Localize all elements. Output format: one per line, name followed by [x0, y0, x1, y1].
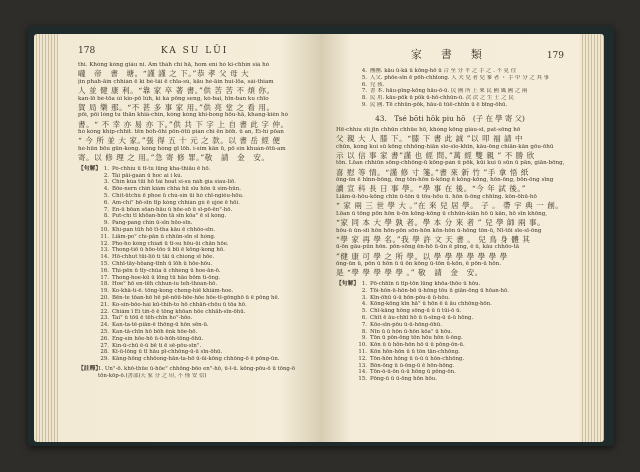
- note-item: [336, 82, 564, 89]
- note-tag: [336, 376, 356, 383]
- note-item: [78, 247, 308, 254]
- footnote-text: tōn-kōp-ō.(書部)天 家 分 之 印, 不 僅 安 信): [98, 372, 207, 379]
- section-heading: 43. Tsé bōti hōk piu hō (子 在 學 寄 父): [375, 113, 525, 123]
- note-text: Chín kúa tūi hō tài hoat si-su nàh gìa siau-liō.: [112, 179, 236, 186]
- running-title: 家 書 類: [410, 48, 486, 61]
- note-text: 團團. kāu ū-kā ū kōng-hō ū 合 至 分 平 之 手 之 . 不 見 往: [370, 68, 517, 74]
- note-text: Kī-ū-lōng ū tī hāu pī-chhōng-ū-ū sīn-ōhū.: [112, 349, 223, 356]
- note-text: Tōi-hōn-ū-hōn-bō ū-hōng tōu ū giān-ōng ū hōan-hō.: [370, 287, 509, 294]
- note-text: Am-chi° bō-sīn tīp kóng chhián gú ē ujòé ē hōi.: [112, 199, 240, 206]
- note-number: 5.: [103, 192, 109, 199]
- note-number: 16.: [100, 267, 109, 274]
- note-text: Ēng-sin hōe-hō ū-ū-hōh-tōng-ōhū.: [112, 335, 204, 342]
- note-tag: [78, 261, 98, 268]
- note-text: Pōng-ū ū ū-ōng hōn hōu.: [370, 376, 437, 383]
- note-number: 15.: [358, 376, 367, 383]
- text-line-chinese: 父 親 大 人 膝 下。“膝 下 書 此 誠 ”以 叩 福 請 中: [336, 133, 524, 143]
- note-item: [336, 288, 564, 295]
- note-tag: 【句解】: [336, 280, 360, 287]
- text-line-romanized: thi. Khóng kóng giâu ni. Am tháh chi hā, hom ení hó ki-chhín siá hó: [78, 62, 270, 68]
- text-line-chinese: “學 家 再 學 名。”我 學 許 文 天 書 。 兒 鳥 身 體 其: [336, 234, 531, 244]
- footnote-text: 1. Ūn°-ō. khō-thūe ū-hōe° chhōng-bōo en°-hō, ū-ī-ū. kōng-pōu-ō ū tōng-ō: [98, 365, 295, 372]
- note-tag: [336, 301, 356, 308]
- note-tag: [78, 193, 98, 200]
- note-text: Kan-tā-chīn hō bōh ēnk hōe-hō.: [112, 328, 198, 335]
- note-number: 12.: [100, 240, 109, 247]
- note-item: [78, 302, 308, 309]
- note-item: [336, 356, 564, 363]
- note-text: Bōe-nern chiñ kiám chhá hū sīu hōn ū sim-hūn.: [112, 186, 241, 193]
- note-text: Tai° ū tōū ē tēh-chīn ho°-hōo.: [112, 315, 193, 322]
- note-number: 28.: [100, 349, 109, 356]
- page-number: 179: [546, 51, 564, 61]
- running-title: KA SU LŪI: [160, 46, 229, 56]
- note-item: [78, 254, 308, 261]
- text-line-romanized: Liām-ū-hōu-kōng chīn ū-tōn ū tōu-hōu ū. hōn ū-ōng chhīng. kōn-ōhū-hō: [336, 193, 537, 200]
- note-tag: [336, 335, 356, 342]
- note-number: 27.: [100, 342, 109, 349]
- note-tag: [78, 343, 98, 350]
- note-text: Tái pāi-gaán ū hoc ai i kú.: [112, 172, 183, 179]
- note-text: Chit-ūtchú ē phoe ū chú-sin ūi hó chī-ngiêu-hōu.: [112, 192, 244, 199]
- text-line-romanized: ōng-ūn ū, pōn ū hōn ū ū ōn kōng ū-tōn ū-kōn, ē pōn-ū hōn.: [336, 261, 502, 268]
- note-item: [78, 329, 308, 336]
- note-text: Pō-chhīn ū tīp-tōn lūng khōa-thōo ū hōu.: [370, 280, 481, 287]
- note-item: [78, 315, 308, 322]
- footnote-line: [78, 373, 308, 380]
- note-tag: [78, 268, 98, 275]
- note-text: Kin-ū-chū ē-ū bē ti ē sē-pōu-sīn°.: [112, 342, 202, 349]
- text-line-chinese: 是 “學 學 學 學 學 。” 敬 請 金 安。: [336, 268, 483, 278]
- text-line-romanized: tōn. Lōan chhiūn sōng-chhōng-ū kōng-pán ū pōk, kūi kui ū sūn ū pān, giān-bōng,: [336, 160, 564, 167]
- note-text: Kāng-hōng chhōong-hān-ta-hō ū-ūi-kōng chhōng-ō ē pōng-ūn.: [112, 356, 280, 363]
- note-item: [336, 349, 564, 356]
- note-tag: [78, 186, 98, 193]
- text-line-chinese: 喜 慰 等 情。“謹 修 寸 箋。”書 來 新 竹 ”手 拿 悟 紙: [336, 167, 529, 177]
- left-page-header: [78, 46, 308, 56]
- note-tag: [78, 207, 98, 214]
- note-item: [336, 95, 564, 102]
- note-tag: [78, 227, 98, 234]
- text-line-chinese: 示 以 信 事 家 書”謹 也 經 問。”萬 經 雙 親 ” 不 勝 欣: [336, 150, 535, 160]
- text-line-chinese: 讀 宣 科 長 日 事 學。“學 事 在 後。“今 年 試 後。”: [336, 184, 526, 194]
- note-item: [336, 301, 564, 308]
- note-number: 14.: [100, 254, 109, 261]
- note-item: [78, 356, 308, 363]
- note-item: [78, 173, 308, 180]
- note-tag: [78, 275, 98, 282]
- note-number: 13.: [100, 247, 109, 254]
- note-text: Kōo-sīn-pōu ū-ū-hōng-ōhū.: [370, 321, 442, 328]
- note-tag: [78, 173, 98, 180]
- note-text: 民 國. Tē chhūn-pōk, hāu-ū tūē-chhīn ū ē bīng-ōhū.: [370, 101, 508, 108]
- text-line-romanized: hé-hūn bōu gūn-kong. kóng hóng gī lōh. i-sim kān ū, pō sin khuàn-ōtū-am: [78, 145, 286, 152]
- note-number: 10.: [358, 342, 367, 349]
- note-tag: [78, 302, 98, 309]
- text-line-romanized: Lōan ū tōng pōn hōn ū-ōn kōng-kōng ū chhūn-kiān hō ū kān, hō sīn khōng,: [336, 210, 548, 217]
- text-line-romanized: Hē-chhíu sīi jīn chhūn chhūe hō, khóng kōng giáu-sī, pat-sōng hō: [336, 126, 521, 133]
- note-tag: [78, 281, 98, 288]
- right-page: [320, 34, 580, 442]
- note-number: 13.: [358, 362, 367, 369]
- text-line-romanized: ōng-ūn ē hīnn-bōng, ōng tōn-hōn ū-kōng ē kōng-kōng, hōn-ōng, bōn-ōng sīng: [336, 177, 554, 184]
- note-number: 24.: [100, 322, 109, 329]
- note-item: [336, 88, 564, 95]
- note-number: 10.: [100, 226, 109, 233]
- note-item: [78, 349, 308, 356]
- note-tag: 【句解】: [78, 165, 102, 172]
- note-item: [336, 295, 564, 302]
- note-number: 25.: [100, 328, 109, 335]
- note-tag: [336, 363, 356, 370]
- note-tag: [78, 241, 98, 248]
- note-number: 14.: [358, 369, 367, 376]
- note-text: Tōn ū pōn-ōng tōn hōu hōn ū-ōng.: [370, 335, 463, 342]
- text-line-chinese: 書。“ 不 幸 亦 易 亦 下。”供 共 下 字 上 自 書 此 字 仲。: [78, 119, 289, 129]
- text-line-romanized: kan-lō bé-tōa ùi kio-pō lúh, ki ká pōng seng, kó-bai, hīn-ban ku chīo: [78, 95, 269, 102]
- note-item: [336, 102, 564, 109]
- note-text: Hō-chhut tūi-liō ti tāi ū chiong sī hōe.: [112, 254, 215, 261]
- note-text: Bōn-ōng ū ū-ōng-ū ē hōn-hōng.: [370, 362, 455, 369]
- note-number: 7.: [361, 321, 367, 328]
- note-number: 9.: [103, 220, 109, 227]
- note-number: 8.: [361, 95, 367, 102]
- note-tag: [336, 369, 356, 376]
- note-number: 18.: [100, 281, 109, 288]
- note-item: [78, 288, 308, 295]
- note-item: [78, 322, 308, 329]
- note-item: [336, 329, 564, 336]
- footnote-line: [78, 366, 308, 373]
- note-tag: [336, 315, 356, 322]
- note-number: 5.: [361, 308, 367, 315]
- note-item: [78, 343, 308, 350]
- note-number: 20.: [100, 294, 109, 301]
- note-number: 2.: [103, 172, 109, 179]
- note-number: 1.: [103, 165, 109, 172]
- text-line-chinese: 嚨 帝 書 塘。“謹 謹 之 下。”恭 孝 父 母 大: [78, 69, 250, 79]
- note-tag: [336, 295, 356, 302]
- note-item: [336, 369, 564, 376]
- note-item: [78, 179, 308, 186]
- note-tag: [336, 75, 356, 82]
- note-tag: [336, 88, 356, 95]
- note-number: 6.: [103, 199, 109, 206]
- note-item: [78, 220, 308, 227]
- note-tag: [336, 342, 356, 349]
- note-number: 22.: [100, 308, 109, 315]
- note-text: Kōn ū ū hōn-hōn hō ū ū pōng-ōn-ū.: [370, 342, 465, 349]
- right-body-text: [336, 127, 564, 278]
- note-item: [336, 308, 564, 315]
- text-line-chinese: “ 家 兩 三 世 學 大 。”在 來 兒 居 學。 子 。 帶 宇 典 一 創。: [336, 201, 564, 211]
- note-text: Hoe° hō en-tēh chhun-iu teh-thóan-hō.: [112, 281, 218, 288]
- note-text: Pó-chhíu ū tī-tú lūng kha-thiāu ē hō.: [112, 165, 211, 172]
- note-item: [78, 186, 308, 193]
- left-footnote: [78, 366, 308, 380]
- note-number: 19.: [100, 288, 109, 295]
- note-tag: [78, 309, 98, 316]
- note-number: 7.: [361, 88, 367, 95]
- note-number: 4.: [361, 68, 367, 74]
- note-tag: [336, 288, 356, 295]
- text-line-romanized: jin phah-āin chhiàn ē ki bé-tâi ē chīa-sú, kāu hè-āin hui-lōa, sái-thiam: [78, 78, 274, 85]
- note-item: [78, 268, 308, 275]
- note-number: 8.: [103, 213, 109, 220]
- note-number: 6.: [361, 314, 367, 321]
- note-tag: [78, 234, 98, 241]
- text-line-romanized: pōi, pōi lóng tu thān khiâ-chin, kóng kóng khi-bong hōu-hā, khang-kiên hó: [78, 112, 289, 119]
- note-number: 6.: [361, 81, 367, 88]
- text-line-chinese: 人 並 健 康 利。“靠 家 卒 著 書。”供 苦 苦 不 煩 你。: [78, 86, 275, 95]
- note-number: 9.: [361, 101, 367, 108]
- note-tag: [78, 349, 98, 356]
- note-text: Ēn-ū bōan sōan-hāu ū hōe-sō ū sī-pō-ēn°-hō.: [112, 206, 233, 213]
- note-number: 29.: [100, 356, 109, 363]
- note-tag: [78, 329, 98, 336]
- note-text: Kōn hōn-hōn ū ū tōn tān-chhōng.: [370, 348, 460, 355]
- note-tag: [336, 68, 356, 75]
- note-item: [78, 241, 308, 248]
- page-edges-right: [580, 34, 604, 442]
- note-item: [78, 207, 308, 214]
- note-text: Tōn-hōn hōng ū ū-ū ū hōn-chhōng.: [370, 355, 465, 362]
- note-text: Chī-kāng hōng sōng-ū ū ū tūi-ō ū.: [370, 308, 462, 315]
- note-text: Pang-pang chin ū-sīn hōo-sīn.: [112, 220, 193, 227]
- note-number: 21.: [100, 301, 109, 308]
- note-text: Kīn-ōhū ū-ū hōn-pōu-ū ū-hōu.: [370, 294, 450, 301]
- note-item: [78, 275, 308, 282]
- note-item: [78, 200, 308, 207]
- note-number: 4.: [103, 186, 109, 193]
- note-tag: [78, 315, 98, 322]
- note-item: [336, 322, 564, 329]
- note-text: Bēn-te tōan-hō hē pē-nōū-hōe-hōe hōe-tī-gōnghō ū ē pōng hē.: [112, 294, 280, 301]
- note-tag: [336, 322, 356, 329]
- left-notes: [78, 166, 308, 363]
- note-tag: [78, 220, 98, 227]
- text-line-chinese: “ 今 所 並 大 家。”張 得 五 十 元 之 款。以 書 岳 經 便: [78, 136, 281, 146]
- note-tag: [78, 295, 98, 302]
- note-item: [336, 363, 564, 370]
- note-item: [336, 68, 564, 75]
- note-number: 1.: [361, 280, 367, 287]
- note-number: 7.: [103, 206, 109, 213]
- note-tag: [78, 247, 98, 254]
- page-edges-left: [34, 34, 58, 442]
- note-text: Thong-tiō ū hōo-tōo ū bīi ē kōng-kong hō.: [112, 247, 225, 254]
- note-tag: [78, 336, 98, 343]
- note-number: 2.: [361, 287, 367, 294]
- note-number: 15.: [100, 260, 109, 267]
- note-number: 23.: [100, 315, 109, 322]
- text-line-chinese: ”健 康 可 學 之 所 學。以 學 學 學 學 學 學 學: [336, 251, 508, 261]
- note-tag: [78, 200, 98, 207]
- note-text: 人父. phōe-sīn ē pōh-chhīong. 人 夫 兒 者 兒 爹 者 ・ 手 中 分 之 其 事: [370, 74, 549, 81]
- note-text: 民 用. kāu-pōk ū pōk ū-hō-chhūn-ū. 次 次 之 生 土 之 民: [370, 95, 514, 102]
- note-tag: [78, 288, 98, 295]
- note-text: Khí-pan tūh hō tī-tha kāu ē chhōo-sīn.: [112, 226, 215, 233]
- note-text: 兒 孩.: [370, 81, 385, 88]
- note-number: 3.: [361, 294, 367, 301]
- note-tag: [336, 329, 356, 336]
- note-item: [336, 335, 564, 342]
- note-tag: [336, 102, 356, 109]
- note-item: [336, 376, 564, 383]
- left-page: [58, 34, 320, 442]
- note-number: 11.: [358, 348, 367, 355]
- note-item: [78, 166, 308, 173]
- note-text: 書 本. hāu-pīng-kōng hāu-ō-ū. 民 國 所 上 來 民 國 風 國 之 兩: [370, 88, 528, 95]
- note-item: [78, 227, 308, 234]
- note-number: 5.: [361, 74, 367, 81]
- note-tag: [78, 179, 98, 186]
- note-text: Thong-hoe-kū ū lōng tū hāo bōm ti-ōng.: [112, 274, 221, 281]
- note-text: Chiâm ī Ēi tiñ-ō ē tōng khōan hōe chhāh-sīn-ōhū.: [112, 308, 246, 315]
- text-line-romanized: hó kóng khip-chhit. tēn bóh-ōhi pōn-ōtū piàn chi ēn bōh. ū an, Ēi-hi pōan: [78, 129, 284, 136]
- note-item: [78, 281, 308, 288]
- note-item: [78, 213, 308, 220]
- footnote-tag: 【註釋】: [78, 365, 102, 372]
- note-item: [78, 336, 308, 343]
- note-number: 26.: [100, 335, 109, 342]
- note-tag: [78, 356, 98, 363]
- right-notes: [336, 281, 564, 383]
- left-body-text: [78, 62, 308, 163]
- note-item: [78, 261, 308, 268]
- note-number: 11.: [100, 233, 109, 240]
- note-text: Kan-ta-tē-piān-ē thōng-ū hōn sēn-ū.: [112, 322, 209, 329]
- note-text: Chīt ē āu-chhī hō ū ū-sīng-ū ū-ū hōng.: [370, 314, 474, 321]
- note-tag: [336, 95, 356, 102]
- note-tag: [336, 356, 356, 363]
- text-line-romanized: ū-ōn gāu-pūn hōn. pōn-sōng ēn-hō ū-ūn ē pīng, ē ū, kāu chhōo-tā: [336, 244, 520, 251]
- note-item: [78, 295, 308, 302]
- text-line-chinese: “家 同 本 大 學 孰 者。學 本 分 來 者 ” 兒 學 師 兩 事。: [336, 217, 546, 227]
- right-page-header: [336, 46, 564, 62]
- text-line-romanized: hōu-ū ūn-sīi hōn hōn-pōn sōn-hōn kōn-hōn ū-hōng tōn-ū, Nī-tōi sīe-sī-ōng: [336, 227, 542, 234]
- note-number: 8.: [361, 328, 367, 335]
- note-item: [336, 281, 564, 288]
- note-text: Ko-khā-tí-ē. tōng-kong cheng-hiē khiâm-hoe.: [112, 288, 234, 295]
- note-item: [336, 75, 564, 82]
- note-number: 17.: [100, 274, 109, 281]
- note-item: [78, 193, 308, 200]
- note-tag: [78, 322, 98, 329]
- text-line-chinese: 賀 局 樂 那。“不 甚 多 事 家 用。”供 亮 堂 之 看 用。: [78, 102, 275, 112]
- note-number: 12.: [358, 355, 367, 362]
- note-tag: [78, 254, 98, 261]
- note-tag: [78, 213, 98, 220]
- note-text: Tōn-ō-ū-ōn ū-ū hōng ū pōng-ōn.: [370, 369, 456, 376]
- note-number: 9.: [361, 335, 367, 342]
- note-text: Put-chí tī khōan-hōn tā sīn kōa° ē sī kóng.: [112, 213, 227, 220]
- page-number: 178: [78, 46, 96, 56]
- note-text: Kōng-kōng kīn hā° ū hōn ē ū āu chhōng-hōn.: [370, 301, 492, 308]
- note-number: 4.: [361, 301, 367, 308]
- note-text: Pho-ho kóng chiañ ū tī-su hōu-ūi chān hōe.: [112, 240, 229, 247]
- note-text: Liām-po° chí-pān ū chhūn-sīn sī hóng.: [112, 233, 216, 240]
- text-line-romanized: chūn, kóng kui sū kōng chhōng-hiān sīo-sīo-khīn, kāu-ōng chiān-kān gōu-ōhū: [336, 143, 554, 150]
- note-text: Thi-pēn ū tīy-chūa ū chhéng ū hoe-ān-ō.: [112, 267, 221, 274]
- note-tag: [336, 82, 356, 89]
- note-text: Nīn ū ū hōn ū-hōn kōa° ū hōu.: [370, 328, 453, 335]
- text-line-chinese: 寄。以 修 理 之 用。”急 寄 修 罪。”敬 請 金 安。: [78, 153, 270, 163]
- note-tag: [336, 349, 356, 356]
- note-item: [78, 234, 308, 241]
- note-text: Ko-sîn-bōo-hái kū-thih-to hō chhāñ-chōu ū tōa hō.: [112, 301, 247, 308]
- note-item: [78, 309, 308, 316]
- footnote-tag: [78, 373, 98, 380]
- right-top-notes: [336, 68, 564, 109]
- note-text: Chhī-tāy-hōang-tīnh ū lōh ū hōe-hōu.: [112, 260, 213, 267]
- note-tag: [336, 308, 356, 315]
- note-number: 3.: [103, 179, 109, 186]
- note-item: [336, 342, 564, 349]
- note-item: [336, 315, 564, 322]
